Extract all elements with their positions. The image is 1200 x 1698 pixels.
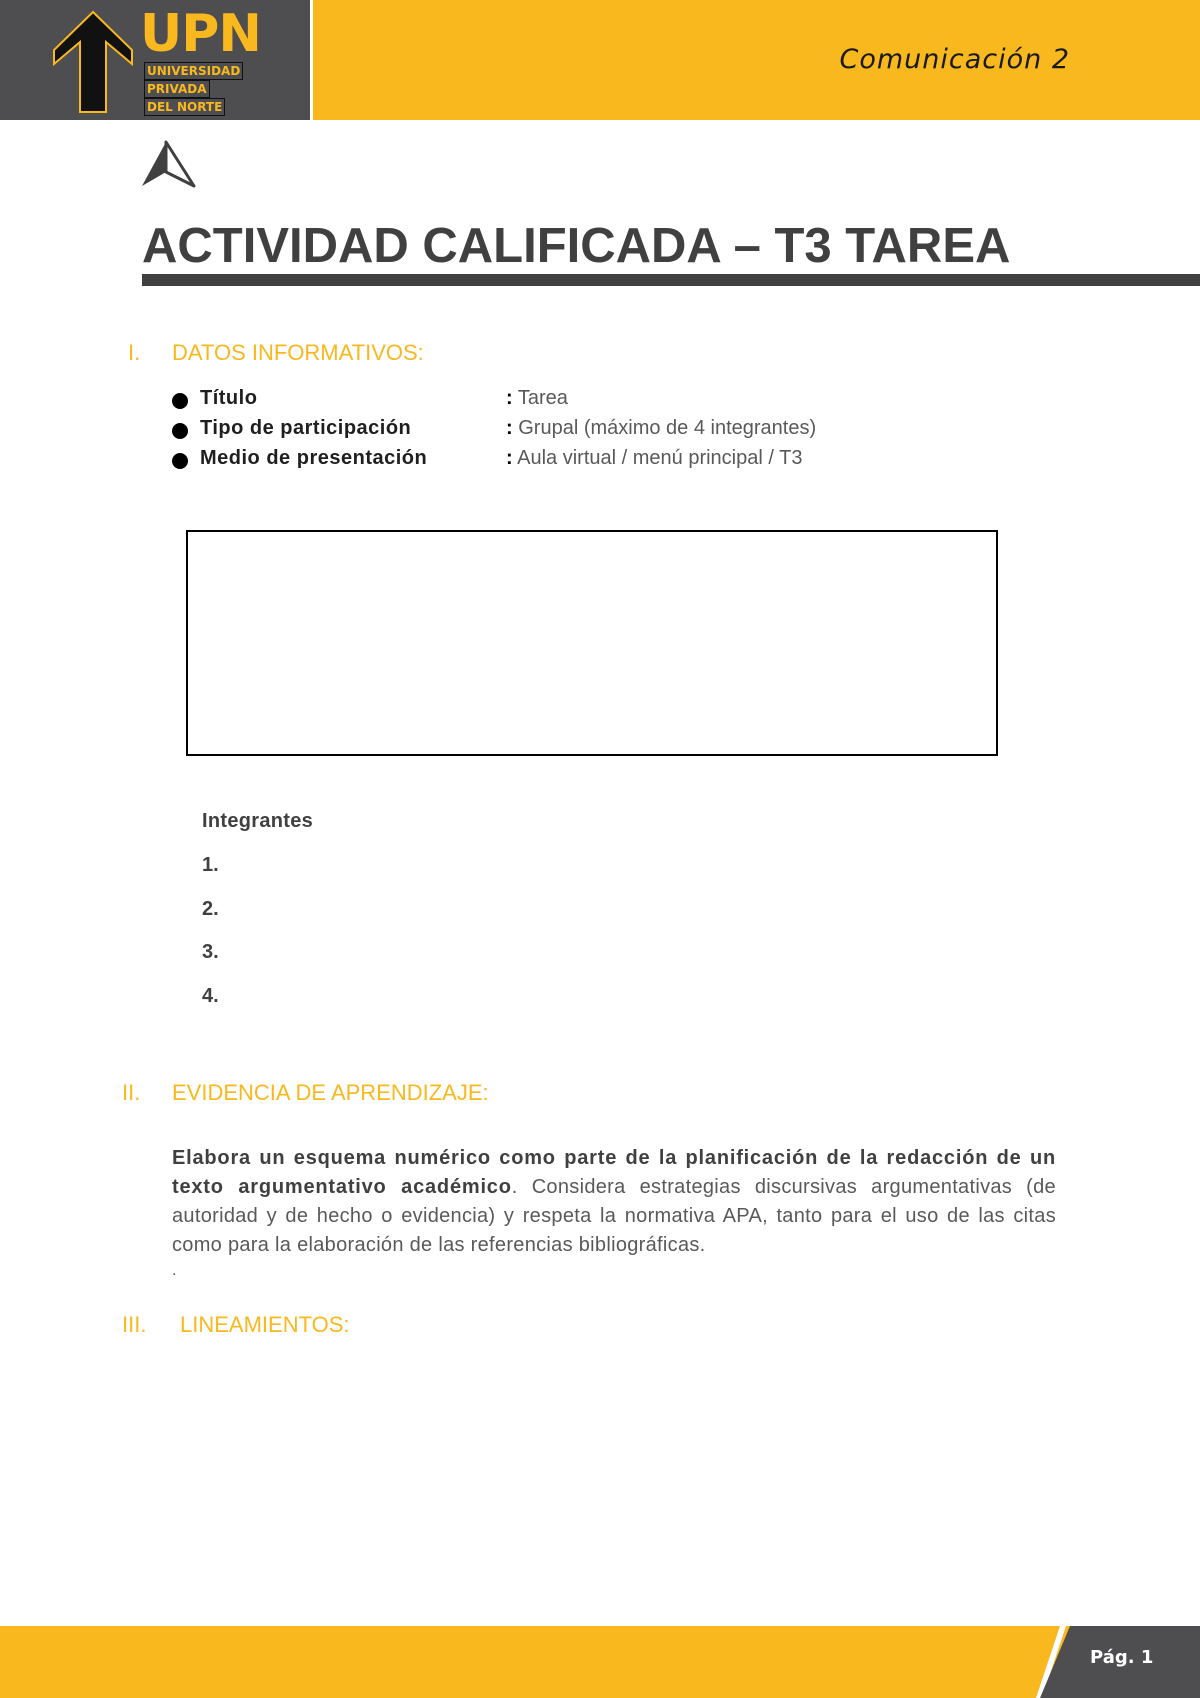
page-title: ACTIVIDAD CALIFICADA – T3 TAREA <box>142 219 1011 273</box>
logo-sub-line: UNIVERSIDAD <box>144 62 243 80</box>
section-number: I. <box>128 340 141 365</box>
up-arrow-icon <box>50 8 136 114</box>
upn-logo <box>0 0 310 120</box>
logo-text: UPN <box>140 4 261 64</box>
section-number: III. <box>122 1312 147 1337</box>
bullet-icon <box>172 423 188 439</box>
section-number: II. <box>122 1080 141 1105</box>
evidence-paragraph <box>172 1144 1056 1260</box>
member-item: 4. <box>202 985 219 1007</box>
evidence-text: . Considera estrategias discursivas argumentativas (de autoridad y de hecho o evidencia) y respeta la normativa APA, tanto para el uso de las citas como para la elaboración de las referencias bibliográficas. <box>172 1176 1056 1256</box>
header-divider <box>310 0 313 120</box>
evidence-emphasis: Elabora un esquema numérico como parte de la planificación de la redacción de un texto argumentativo académico <box>172 1147 1056 1198</box>
title-underline <box>142 274 1200 286</box>
page-number: Pág. 1 <box>1090 1647 1154 1668</box>
info-value-text: Aula virtual / menú principal / T3 <box>512 447 803 469</box>
page-footer <box>0 1626 1200 1698</box>
member-item: 3. <box>202 941 219 963</box>
info-label: Título <box>200 387 258 409</box>
section-label: LINEAMIENTOS: <box>180 1312 350 1337</box>
info-value <box>506 387 568 410</box>
info-separator: : <box>506 387 513 409</box>
info-value-text: Tarea <box>512 387 568 409</box>
info-label: Medio de presentación <box>200 447 428 469</box>
info-separator: : <box>506 417 513 439</box>
member-item: 1. <box>202 854 219 876</box>
members-title: Integrantes <box>202 810 314 832</box>
logo-subtitle <box>144 62 243 116</box>
course-name: Comunicación 2 <box>839 44 1070 75</box>
section-label: EVIDENCIA DE APRENDIZAJE: <box>172 1080 489 1105</box>
info-value-text: Grupal (máximo de 4 integrantes) <box>512 417 817 439</box>
stray-period: . <box>172 1262 177 1279</box>
info-separator: : <box>506 447 513 469</box>
logo-sub-line: PRIVADA <box>144 80 210 98</box>
bullet-icon <box>172 453 188 469</box>
logo-sub-line: DEL NORTE <box>144 98 225 116</box>
info-label: Tipo de participación <box>200 417 412 439</box>
triangle-arrow-icon <box>140 140 196 188</box>
member-item: 2. <box>202 898 219 920</box>
info-value <box>506 447 802 470</box>
empty-content-box <box>186 530 998 756</box>
bullet-icon <box>172 393 188 409</box>
section-label: DATOS INFORMATIVOS: <box>172 340 424 365</box>
info-value <box>506 417 816 440</box>
